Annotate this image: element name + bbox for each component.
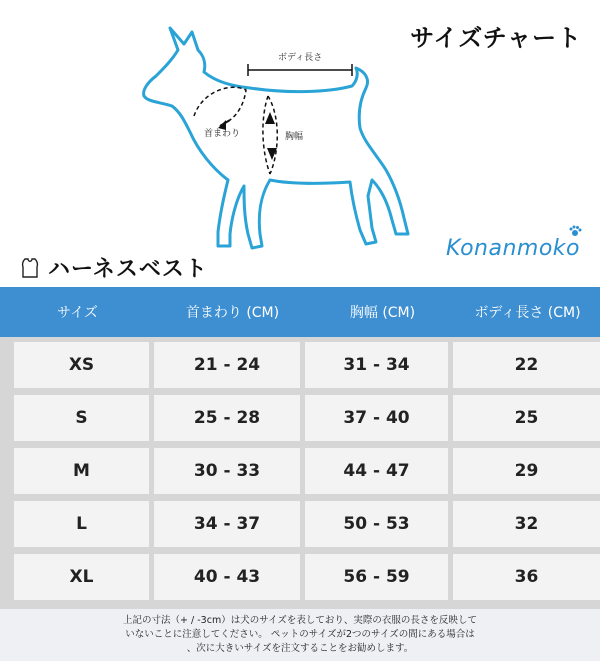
- table-row: [0, 501, 600, 547]
- footer-line-3: 、次に大きいサイズを注文することをお勧めします。: [186, 643, 414, 654]
- size-table: [0, 287, 600, 609]
- header-chest: 胸幅 (CM): [349, 305, 416, 321]
- chest-measure-line-right: [268, 96, 277, 174]
- diagram-area: [0, 0, 600, 285]
- footer-line-1: 上記の寸法（+ / -3cm）は犬のサイズを表しており、実際の衣服の長さを反映して: [123, 615, 477, 626]
- table-row: [0, 448, 600, 494]
- cell-neck: 34 - 37: [154, 501, 300, 547]
- table-row: [0, 342, 600, 388]
- cell-neck: 21 - 24: [154, 342, 300, 388]
- cell-chest: 37 - 40: [305, 395, 448, 441]
- neck-label: 首まわり: [204, 129, 241, 139]
- cell-neck: 30 - 33: [154, 448, 300, 494]
- cell-size: M: [14, 448, 149, 494]
- table-row: [0, 554, 600, 600]
- cell-chest: 44 - 47: [305, 448, 448, 494]
- page-title: サイズチャート: [410, 24, 582, 52]
- cell-body-length: 36: [453, 554, 600, 600]
- brand-logo: [446, 236, 580, 261]
- header-body-length: ボディ長さ (CM): [474, 305, 581, 321]
- brand-name: Konanmoko: [445, 236, 580, 261]
- header-neck: 首まわり (CM): [185, 305, 280, 321]
- dog-outline-icon: [120, 20, 420, 270]
- section-heading: [20, 252, 208, 283]
- dog-outline: [144, 28, 408, 248]
- vest-icon: [20, 257, 40, 279]
- cell-body-length: 29: [453, 448, 600, 494]
- table-header: [0, 287, 600, 337]
- cell-body-length: 22: [453, 342, 600, 388]
- cell-size: XL: [14, 554, 149, 600]
- section-title: ハーネスベスト: [48, 257, 208, 282]
- chest-measure-line-left: [263, 96, 270, 174]
- cell-body-length: 25: [453, 395, 600, 441]
- cell-size: XS: [14, 342, 149, 388]
- header-size: サイズ: [57, 305, 98, 321]
- cell-size: S: [14, 395, 149, 441]
- cell-neck: 40 - 43: [154, 554, 300, 600]
- paw-icon: [568, 224, 582, 238]
- footer-line-2: いないことに注意してください。 ペットのサイズが2つのサイズの間にある場合は: [125, 629, 475, 640]
- cell-chest: 56 - 59: [305, 554, 448, 600]
- chest-label: 胸幅: [285, 132, 304, 142]
- footer-note: [0, 609, 600, 661]
- cell-neck: 25 - 28: [154, 395, 300, 441]
- body-length-label: ボディ長さ: [278, 53, 323, 63]
- cell-chest: 31 - 34: [305, 342, 448, 388]
- neck-measure-line: [194, 87, 246, 120]
- cell-chest: 50 - 53: [305, 501, 448, 547]
- cell-body-length: 32: [453, 501, 600, 547]
- table-row: [0, 395, 600, 441]
- cell-size: L: [14, 501, 149, 547]
